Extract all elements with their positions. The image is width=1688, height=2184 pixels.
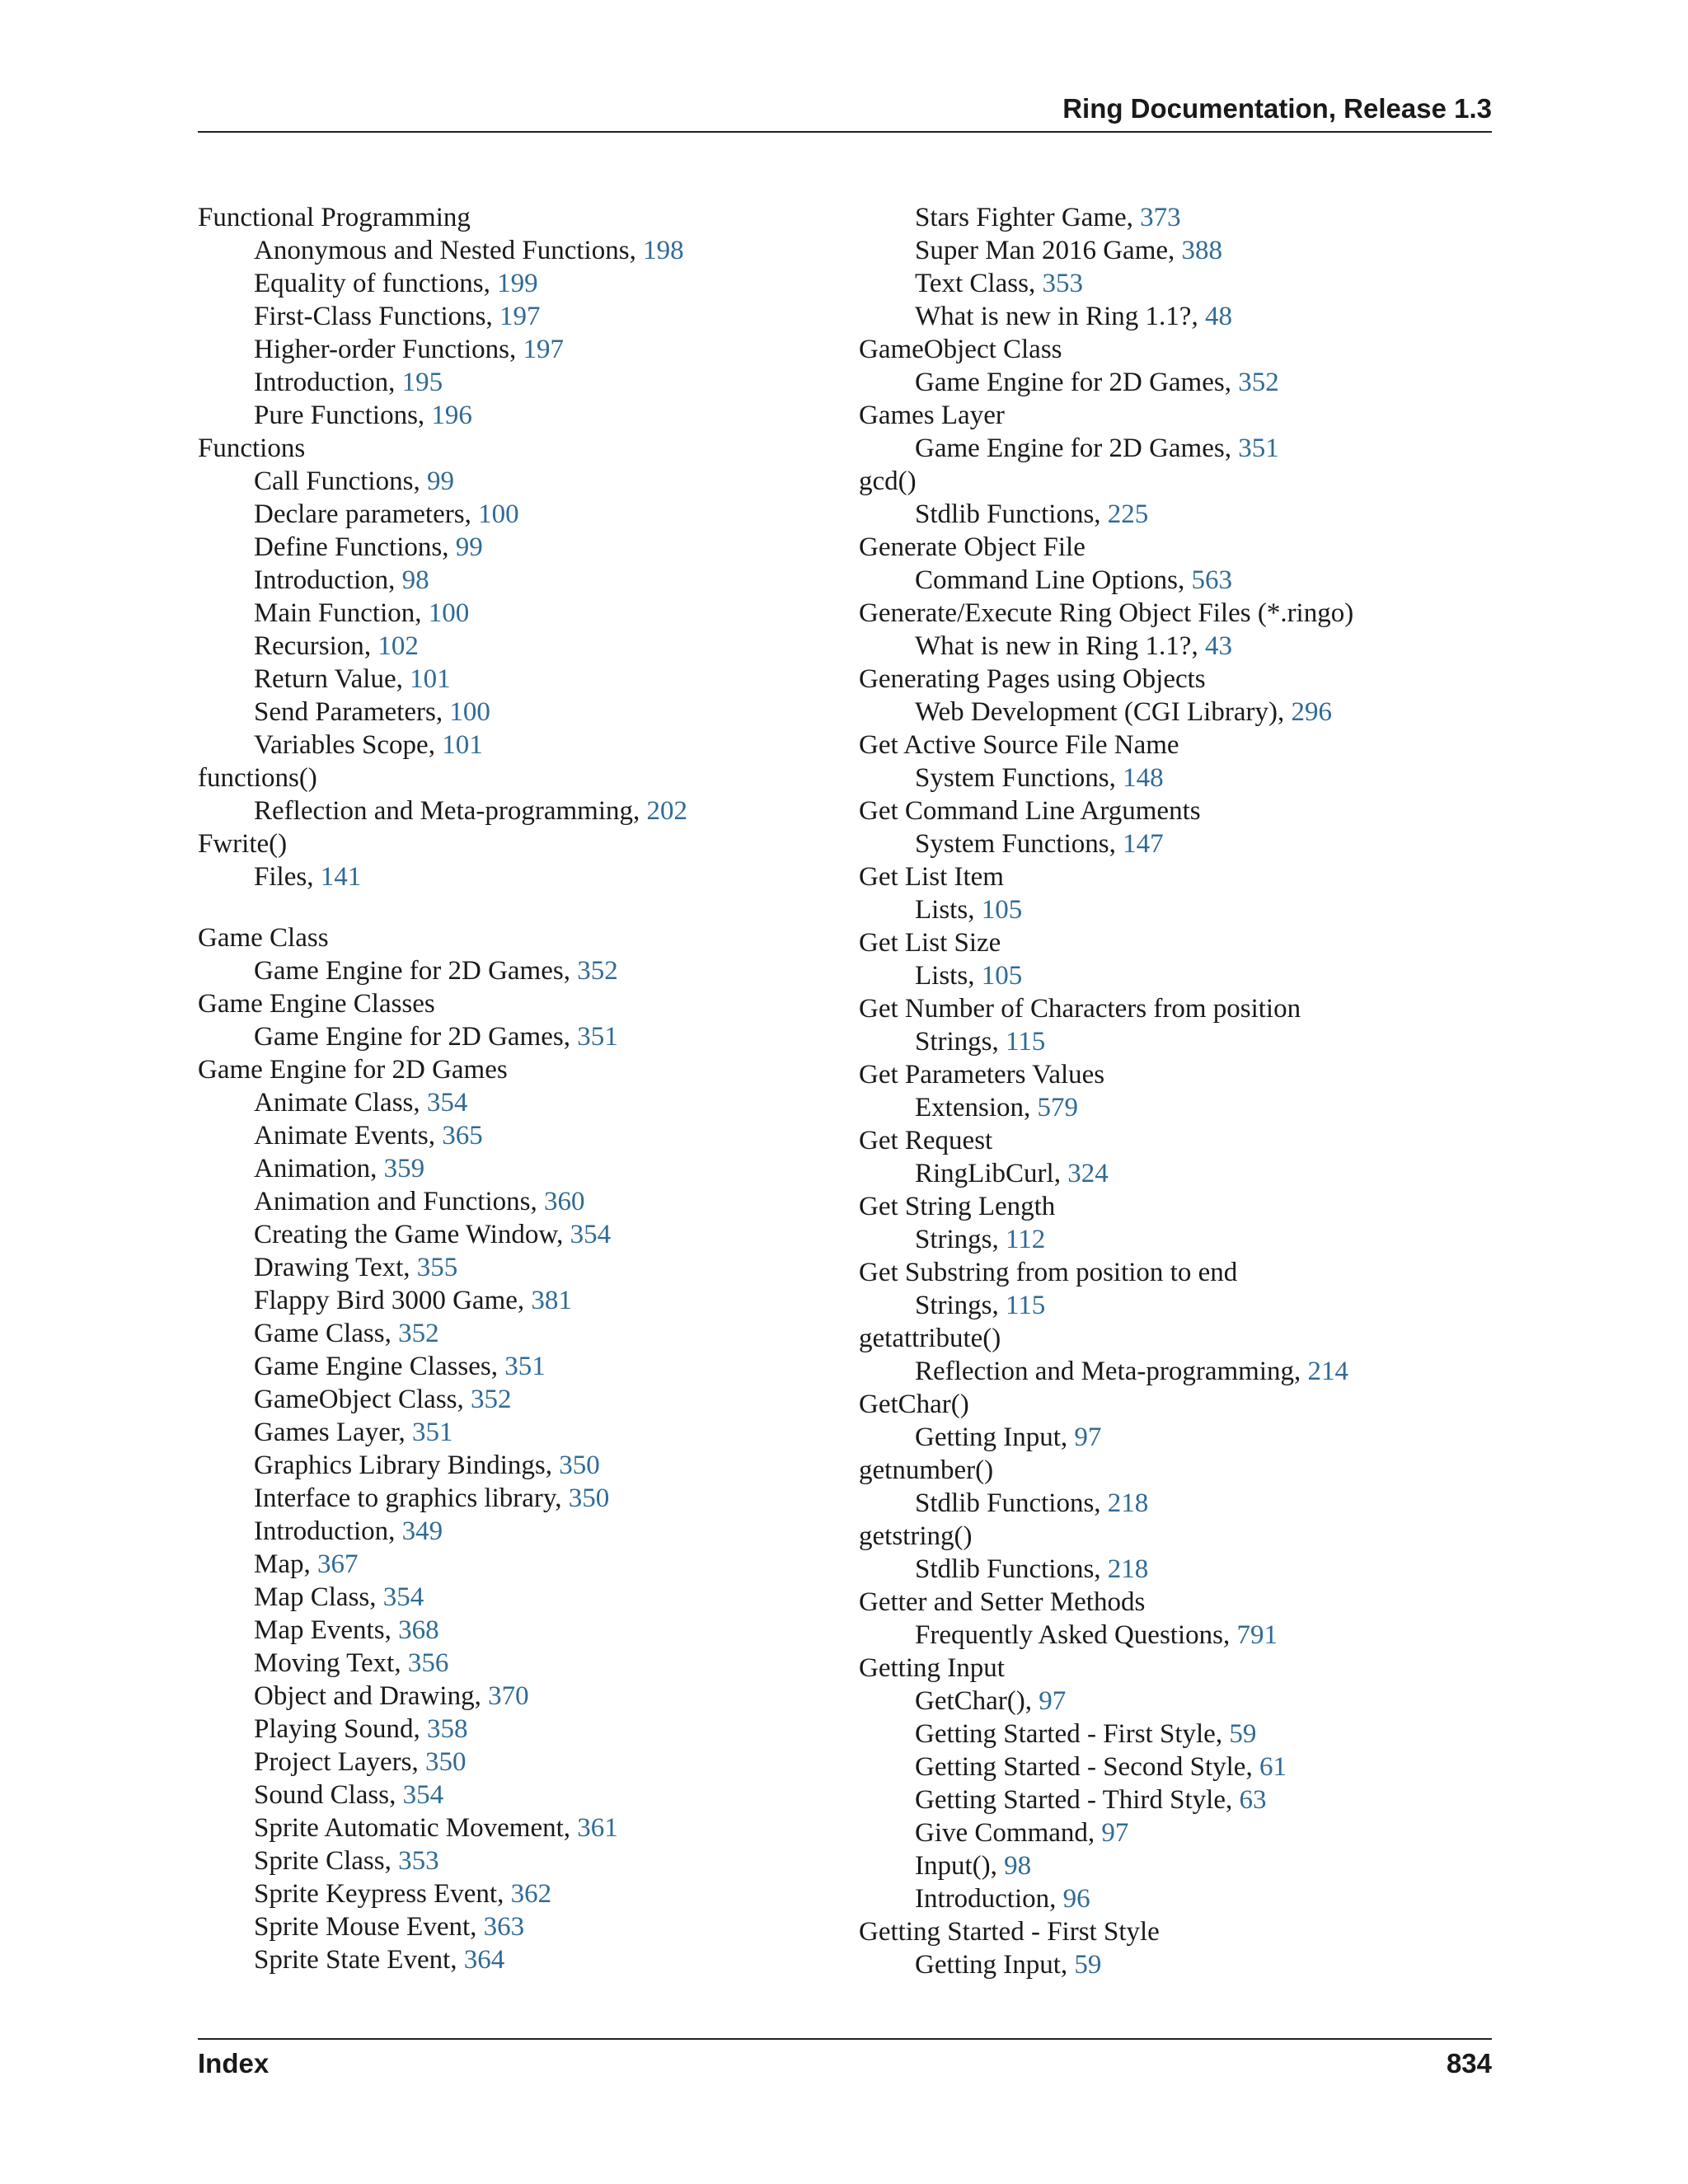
page-reference-link[interactable]: 196 [431, 401, 472, 430]
subentry-text: GetChar() [915, 1686, 1025, 1716]
subentry-text: Reflection and Meta-programming [254, 796, 634, 826]
page-reference-link[interactable]: 370 [488, 1681, 529, 1711]
page-reference-link[interactable]: 100 [449, 697, 490, 727]
page-reference-link[interactable]: 388 [1181, 236, 1223, 265]
subentry-text: Declare parameters [254, 499, 465, 529]
page-reference-link[interactable]: 373 [1140, 203, 1181, 232]
subentry-text: Animation [254, 1154, 371, 1183]
page-reference-link[interactable]: 365 [442, 1121, 483, 1151]
subentry-text: Playing Sound [254, 1714, 414, 1744]
subentry-text: Getting Input [915, 1422, 1061, 1452]
subentry-text: Return Value [254, 664, 396, 694]
subentry-text: Sprite Class [254, 1846, 385, 1876]
page-reference-link[interactable]: 563 [1191, 565, 1232, 595]
index-subentry: GetChar(), 97 [915, 1686, 1067, 1716]
page-reference-link[interactable]: 368 [398, 1615, 439, 1645]
subentry-text: Games Layer [254, 1418, 399, 1447]
page-reference-link[interactable]: 63 [1239, 1785, 1267, 1815]
subentry-text: Anonymous and Nested Functions [254, 236, 630, 265]
page-reference-link[interactable]: 98 [1004, 1851, 1032, 1881]
page-reference-link[interactable]: 225 [1107, 499, 1149, 529]
subentry-text: Sprite Mouse Event [254, 1912, 471, 1942]
index-subentry: Introduction, 98 [254, 565, 429, 595]
page-reference-link[interactable]: 296 [1291, 697, 1332, 727]
subentry-text: Input() [915, 1851, 991, 1881]
page-reference-link[interactable]: 381 [531, 1286, 572, 1315]
subentry-text: Sprite Keypress Event [254, 1879, 498, 1909]
subentry-text: Sprite State Event [254, 1945, 451, 1975]
page-reference-link[interactable]: 367 [317, 1549, 359, 1579]
page-reference-link[interactable]: 214 [1307, 1357, 1349, 1386]
index-subentry: Declare parameters, 100 [254, 499, 519, 529]
subentry-text: First-Class Functions [254, 302, 486, 331]
subentry-text: Stars Fighter Game [915, 203, 1127, 232]
index-term: Generating Pages using Objects [859, 664, 1206, 694]
index-subentry: Drawing Text, 355 [254, 1253, 458, 1282]
index-subentry: Main Function, 100 [254, 598, 470, 628]
index-subentry: Send Parameters, 100 [254, 697, 490, 727]
subentry-text: Strings [915, 1027, 992, 1057]
page-reference-link[interactable]: 351 [504, 1352, 546, 1381]
index-subentry: Games Layer, 351 [254, 1418, 453, 1447]
index-term: Get Number of Characters from position [859, 994, 1301, 1024]
index-term: GetChar() [859, 1390, 969, 1419]
index-subentry: Strings, 112 [915, 1225, 1046, 1254]
subentry-text: Getting Input [915, 1950, 1061, 1980]
index-subentry: Stdlib Functions, 218 [915, 1554, 1149, 1584]
page-reference-link[interactable]: 202 [646, 796, 688, 826]
subentry-text: Define Functions [254, 532, 443, 562]
page-reference-link[interactable]: 105 [981, 895, 1023, 925]
index-term: functions() [198, 763, 317, 793]
subentry-text: Moving Text [254, 1648, 395, 1678]
index-subentry: Strings, 115 [915, 1291, 1046, 1320]
page-reference-link[interactable]: 353 [398, 1846, 439, 1876]
index-subentry: System Functions, 147 [915, 829, 1164, 859]
index-subentry: Introduction, 349 [254, 1516, 443, 1546]
index-term: Get Substring from position to end [859, 1258, 1238, 1287]
page-reference-link[interactable]: 355 [416, 1253, 458, 1282]
subentry-text: Map [254, 1549, 304, 1579]
page-reference-link[interactable]: 361 [577, 1813, 618, 1843]
index-subentry: Game Engine for 2D Games, 351 [915, 434, 1279, 463]
subentry-text: Game Class [254, 1319, 385, 1348]
subentry-text: Animate Events [254, 1121, 429, 1151]
page-reference-link[interactable]: 360 [543, 1187, 585, 1216]
index-term: Game Class [198, 923, 329, 953]
index-subentry: Game Engine Classes, 351 [254, 1352, 546, 1381]
index-subentry: Object and Drawing, 370 [254, 1681, 529, 1711]
page-reference-link[interactable]: 199 [497, 269, 538, 298]
running-header-title: Ring Documentation, Release 1.3 [1062, 93, 1492, 124]
subentry-text: Main Function [254, 598, 415, 628]
page-reference-link[interactable]: 350 [425, 1747, 467, 1777]
page-reference-link[interactable]: 100 [428, 598, 470, 628]
page-reference-link[interactable]: 97 [1039, 1686, 1067, 1716]
index-subentry: Extension, 579 [915, 1093, 1078, 1122]
index-subentry: Map, 367 [254, 1549, 359, 1579]
subentry-text: RingLibCurl [915, 1159, 1054, 1188]
page-reference-link[interactable]: 352 [398, 1319, 439, 1348]
subentry-text: Frequently Asked Questions [915, 1620, 1223, 1650]
subentry-text: GameObject Class [254, 1385, 457, 1414]
index-subentry: Lists, 105 [915, 961, 1023, 991]
index-subentry: Pure Functions, 196 [254, 401, 472, 430]
index-subentry: Moving Text, 356 [254, 1648, 449, 1678]
index-subentry: Game Engine for 2D Games, 352 [915, 368, 1279, 397]
index-subentry: Flappy Bird 3000 Game, 381 [254, 1286, 572, 1315]
page-reference-link[interactable]: 354 [382, 1582, 424, 1612]
page-reference-link[interactable]: 105 [981, 961, 1023, 991]
subentry-text: System Functions [915, 763, 1109, 793]
subentry-text: Getting Started - Third Style [915, 1785, 1226, 1815]
index-subentry: RingLibCurl, 324 [915, 1159, 1109, 1188]
page-reference-link[interactable]: 97 [1074, 1422, 1102, 1452]
index-subentry: Anonymous and Nested Functions, 198 [254, 236, 684, 265]
index-term: Get String Length [859, 1192, 1056, 1221]
subentry-text: Game Engine for 2D Games [254, 956, 564, 986]
index-subentry: Getting Input, 59 [915, 1950, 1102, 1980]
index-subentry: Playing Sound, 358 [254, 1714, 468, 1744]
subentry-text: Getting Started - Second Style [915, 1752, 1246, 1782]
page-reference-link[interactable]: 148 [1123, 763, 1164, 793]
subentry-text: System Functions [915, 829, 1109, 859]
index-subentry: Strings, 115 [915, 1027, 1046, 1057]
index-term: GameObject Class [859, 335, 1062, 364]
subentry-text: Stdlib Functions [915, 499, 1095, 529]
index-subentry: Stdlib Functions, 218 [915, 1488, 1149, 1518]
index-term: Get List Item [859, 862, 1004, 892]
index-subentry: Interface to graphics library, 350 [254, 1483, 610, 1513]
index-subentry: First-Class Functions, 197 [254, 302, 541, 331]
page-reference-link[interactable]: 147 [1123, 829, 1164, 859]
index-subentry: Files, 141 [254, 862, 362, 892]
subentry-text: Higher-order Functions [254, 335, 510, 364]
page-reference-link[interactable]: 364 [463, 1945, 505, 1975]
page-reference-link[interactable]: 59 [1229, 1719, 1257, 1749]
subentry-text: Pure Functions [254, 401, 418, 430]
subentry-text: Recursion [254, 631, 364, 661]
index-term: Games Layer [859, 401, 1005, 430]
subentry-text: Lists [915, 895, 968, 925]
index-subentry: Introduction, 96 [915, 1884, 1090, 1914]
subentry-text: Game Engine for 2D Games [915, 434, 1225, 463]
page-reference-link[interactable]: 99 [455, 532, 483, 562]
index-term: getnumber() [859, 1455, 994, 1485]
index-subentry: Variables Scope, 101 [254, 730, 483, 760]
page-reference-link[interactable]: 352 [577, 956, 618, 986]
index-subentry: GameObject Class, 352 [254, 1385, 512, 1414]
index-subentry: Command Line Options, 563 [915, 565, 1232, 595]
index-subentry: Sprite Mouse Event, 363 [254, 1912, 525, 1942]
index-term: Getter and Setter Methods [859, 1587, 1146, 1617]
index-subentry: Input(), 98 [915, 1851, 1032, 1881]
page-reference-link[interactable]: 358 [426, 1714, 468, 1744]
page-reference-link[interactable]: 324 [1067, 1159, 1109, 1188]
subentry-text: Graphics Library Bindings [254, 1451, 546, 1480]
subentry-text: Text Class [915, 269, 1029, 298]
subentry-text: Interface to graphics library [254, 1483, 556, 1513]
page-reference-link[interactable]: 354 [426, 1088, 468, 1118]
index-subentry: Equality of functions, 199 [254, 269, 538, 298]
index-term: Generate Object File [859, 532, 1085, 562]
subentry-text: What is new in Ring 1.1? [915, 302, 1192, 331]
index-subentry: Map Events, 368 [254, 1615, 439, 1645]
page-reference-link[interactable]: 218 [1107, 1554, 1149, 1584]
subentry-text: Give Command [915, 1818, 1088, 1848]
index-subentry: Game Engine for 2D Games, 352 [254, 956, 618, 986]
subentry-text: Command Line Options [915, 565, 1178, 595]
page-reference-link[interactable]: 356 [407, 1648, 449, 1678]
subentry-text: Sound Class [254, 1780, 390, 1810]
page-reference-link[interactable]: 102 [377, 631, 419, 661]
index-column-left [198, 201, 841, 1976]
index-subentry: Getting Started - Second Style, 61 [915, 1752, 1287, 1782]
subentry-text: Game Engine Classes [254, 1352, 491, 1381]
page-reference-link[interactable]: 61 [1259, 1752, 1287, 1782]
subentry-text: Game Engine for 2D Games [915, 368, 1225, 397]
page-reference-link[interactable]: 352 [1238, 368, 1279, 397]
index-term: gcd() [859, 466, 917, 496]
subentry-text: Getting Started - First Style [915, 1719, 1216, 1749]
page-reference-link[interactable]: 100 [478, 499, 519, 529]
page-reference-link[interactable]: 352 [471, 1385, 512, 1414]
index-subentry: Sound Class, 354 [254, 1780, 444, 1810]
index-subentry: Return Value, 101 [254, 664, 451, 694]
page-reference-link[interactable]: 579 [1037, 1093, 1078, 1122]
page-reference-link[interactable]: 353 [1042, 269, 1083, 298]
page-reference-link[interactable]: 363 [483, 1912, 525, 1942]
index-term: Get Request [859, 1126, 993, 1155]
index-subentry: Give Command, 97 [915, 1818, 1129, 1848]
page-reference-link[interactable]: 112 [1006, 1225, 1046, 1254]
page-reference-link[interactable]: 198 [643, 236, 684, 265]
page-reference-link[interactable]: 48 [1204, 302, 1232, 331]
page-reference-link[interactable]: 101 [442, 730, 483, 760]
page-reference-link[interactable]: 101 [410, 664, 451, 694]
subentry-text: Introduction [254, 565, 389, 595]
index-subentry: Animate Events, 365 [254, 1121, 483, 1151]
index-subentry: Web Development (CGI Library), 296 [915, 697, 1332, 727]
footer-section-label: Index [198, 2048, 270, 2079]
index-subentry: Sprite Class, 353 [254, 1846, 439, 1876]
letter-group-gap [198, 893, 841, 921]
index-term: Get List Size [859, 928, 1001, 958]
index-subentry: System Functions, 148 [915, 763, 1164, 793]
index-subentry: Reflection and Meta-programming, 214 [915, 1357, 1349, 1386]
index-subentry: Creating the Game Window, 354 [254, 1220, 612, 1249]
index-subentry: Getting Started - Third Style, 63 [915, 1785, 1267, 1815]
index-term: Getting Started - First Style [859, 1917, 1160, 1947]
index-subentry: Project Layers, 350 [254, 1747, 467, 1777]
index-term: Get Active Source File Name [859, 730, 1179, 760]
index-subentry: Super Man 2016 Game, 388 [915, 236, 1223, 265]
subentry-text: Web Development (CGI Library) [915, 697, 1278, 727]
index-subentry: Sprite Automatic Movement, 361 [254, 1813, 618, 1843]
page-reference-link[interactable]: 359 [383, 1154, 425, 1183]
index-subentry: Getting Started - First Style, 59 [915, 1719, 1257, 1749]
index-term: Game Engine for 2D Games [198, 1055, 508, 1085]
subentry-text: Equality of functions [254, 269, 484, 298]
page-reference-link[interactable]: 197 [523, 335, 565, 364]
index-subentry: Lists, 105 [915, 895, 1023, 925]
page-reference-link[interactable]: 197 [499, 302, 541, 331]
page-reference-link[interactable]: 115 [1006, 1027, 1046, 1057]
subentry-text: Send Parameters [254, 697, 436, 727]
page-reference-link[interactable]: 218 [1107, 1488, 1149, 1518]
subentry-text: Map Class [254, 1582, 370, 1612]
page-reference-link[interactable]: 350 [568, 1483, 610, 1513]
subentry-text: Introduction [915, 1884, 1050, 1914]
index-term: getattribute() [859, 1324, 1001, 1353]
index-subentry: Graphics Library Bindings, 350 [254, 1451, 600, 1480]
subentry-text: Extension [915, 1093, 1024, 1122]
subentry-text: Super Man 2016 Game [915, 236, 1169, 265]
index-subentry: What is new in Ring 1.1?, 43 [915, 631, 1232, 661]
footer-rule [198, 2038, 1492, 2040]
index-column-right [859, 201, 1502, 1981]
index-subentry: What is new in Ring 1.1?, 48 [915, 302, 1232, 331]
page-reference-link[interactable]: 59 [1074, 1950, 1102, 1980]
index-subentry: Reflection and Meta-programming, 202 [254, 796, 688, 826]
subentry-text: Animation and Functions [254, 1187, 531, 1216]
index-term: Functions [198, 434, 306, 463]
header-rule [198, 131, 1492, 133]
subentry-text: Sprite Automatic Movement [254, 1813, 564, 1843]
index-term: Generate/Execute Ring Object Files (*.ringo) [859, 598, 1354, 628]
index-term: Get Parameters Values [859, 1060, 1105, 1090]
subentry-text: Introduction [254, 368, 389, 397]
index-subentry: Sprite State Event, 364 [254, 1945, 505, 1975]
index-term: Functional Programming [198, 203, 471, 232]
subentry-text: Flappy Bird 3000 Game [254, 1286, 518, 1315]
index-subentry: Stars Fighter Game, 373 [915, 203, 1181, 232]
index-subentry: Getting Input, 97 [915, 1422, 1102, 1452]
page-reference-link[interactable]: 351 [1238, 434, 1279, 463]
page-reference-link[interactable]: 362 [510, 1879, 552, 1909]
index-term: Getting Input [859, 1653, 1005, 1683]
subentry-text: Creating the Game Window [254, 1220, 557, 1249]
page-reference-link[interactable]: 96 [1062, 1884, 1090, 1914]
index-subentry: Frequently Asked Questions, 791 [915, 1620, 1278, 1650]
index-subentry: Define Functions, 99 [254, 532, 483, 562]
page-reference-link[interactable]: 97 [1101, 1818, 1129, 1848]
page-reference-link[interactable]: 43 [1204, 631, 1232, 661]
index-subentry: Map Class, 354 [254, 1582, 424, 1612]
page-reference-link[interactable]: 195 [401, 368, 443, 397]
page-reference-link[interactable]: 141 [320, 862, 362, 892]
subentry-text: Strings [915, 1291, 992, 1320]
index-subentry: Animate Class, 354 [254, 1088, 468, 1118]
footer-page-number: 834 [1446, 2048, 1492, 2079]
index-term: getstring() [859, 1521, 973, 1551]
subentry-text: Call Functions [254, 466, 414, 496]
index-subentry: Sprite Keypress Event, 362 [254, 1879, 552, 1909]
page-reference-link[interactable]: 791 [1236, 1620, 1278, 1650]
subentry-text: What is new in Ring 1.1? [915, 631, 1192, 661]
index-term: Game Engine Classes [198, 989, 435, 1019]
index-subentry: Game Class, 352 [254, 1319, 439, 1348]
page-reference-link[interactable]: 99 [426, 466, 454, 496]
index-subentry: Animation and Functions, 360 [254, 1187, 585, 1216]
page-reference-link[interactable]: 350 [559, 1451, 600, 1480]
subentry-text: Reflection and Meta-programming [915, 1357, 1295, 1386]
subentry-text: Project Layers [254, 1747, 412, 1777]
index-subentry: Text Class, 353 [915, 269, 1083, 298]
subentry-text: Drawing Text [254, 1253, 404, 1282]
index-subentry: Stdlib Functions, 225 [915, 499, 1149, 529]
index-subentry: Introduction, 195 [254, 368, 443, 397]
page-reference-link[interactable]: 115 [1006, 1291, 1046, 1320]
page-reference-link[interactable]: 354 [570, 1220, 612, 1249]
index-subentry: Higher-order Functions, 197 [254, 335, 565, 364]
subentry-text: Lists [915, 961, 968, 991]
index-subentry: Recursion, 102 [254, 631, 419, 661]
index-subentry: Call Functions, 99 [254, 466, 454, 496]
subentry-text: Strings [915, 1225, 992, 1254]
page-reference-link[interactable]: 98 [401, 565, 429, 595]
index-term: Fwrite() [198, 829, 288, 859]
subentry-text: Introduction [254, 1516, 389, 1546]
subentry-text: Stdlib Functions [915, 1554, 1095, 1584]
page-reference-link[interactable]: 354 [402, 1780, 444, 1810]
page-reference-link[interactable]: 351 [577, 1022, 618, 1052]
index-term: Get Command Line Arguments [859, 796, 1201, 826]
page-reference-link[interactable]: 349 [401, 1516, 443, 1546]
subentry-text: Files [254, 862, 307, 892]
index-subentry: Game Engine for 2D Games, 351 [254, 1022, 618, 1052]
index-subentry: Animation, 359 [254, 1154, 425, 1183]
subentry-text: Game Engine for 2D Games [254, 1022, 564, 1052]
subentry-text: Variables Scope [254, 730, 429, 760]
page-reference-link[interactable]: 351 [412, 1418, 453, 1447]
subentry-text: Animate Class [254, 1088, 414, 1118]
subentry-text: Map Events [254, 1615, 385, 1645]
subentry-text: Object and Drawing [254, 1681, 475, 1711]
subentry-text: Stdlib Functions [915, 1488, 1095, 1518]
